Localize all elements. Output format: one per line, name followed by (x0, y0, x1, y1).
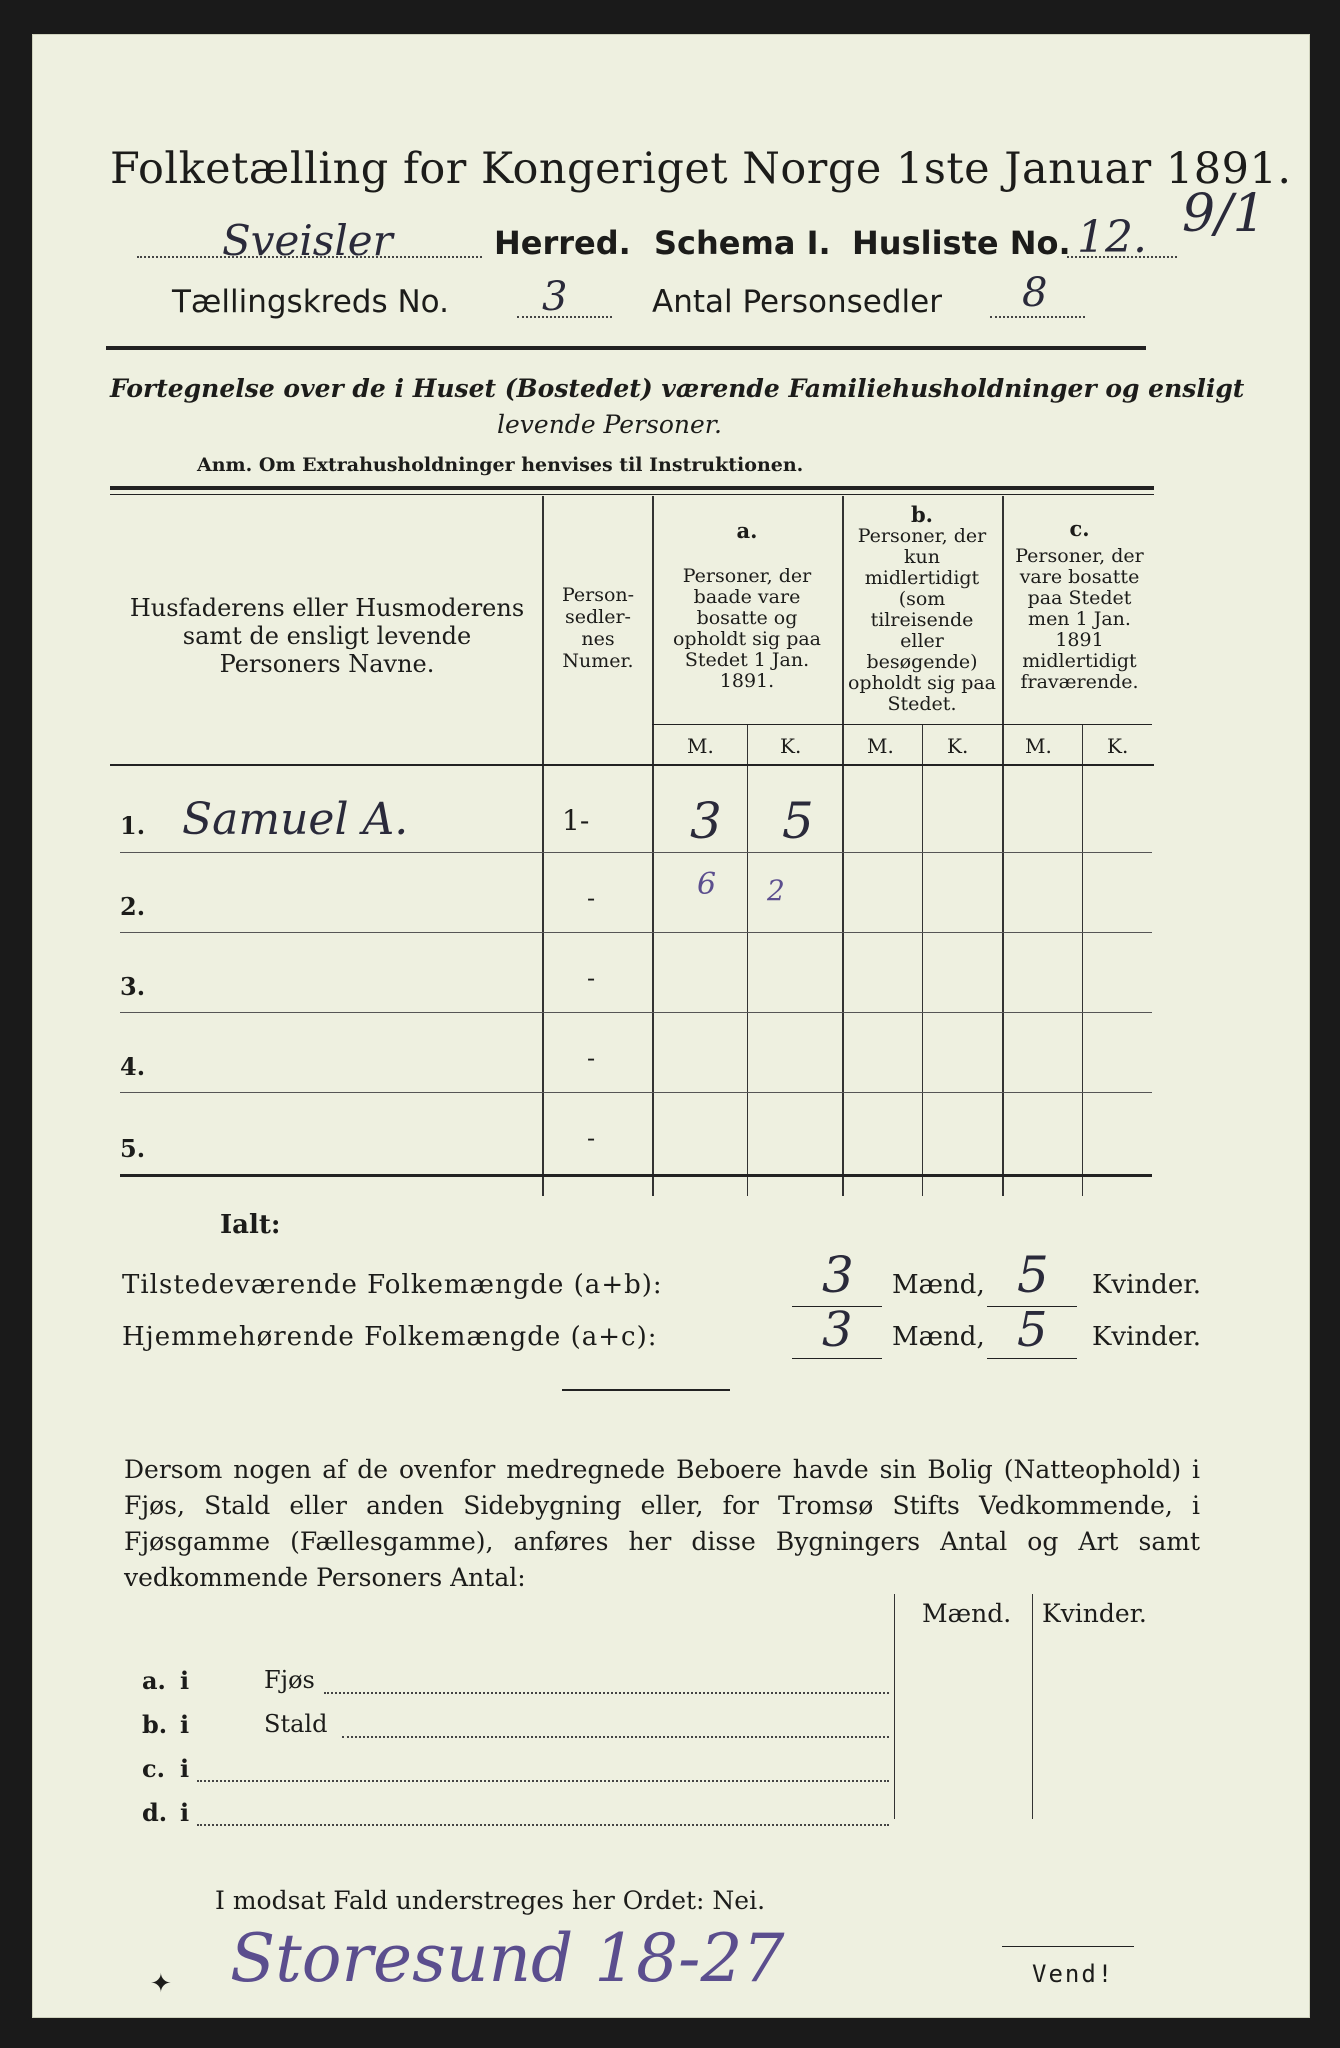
vline-4 (1002, 496, 1004, 1196)
vline-2 (652, 496, 654, 1196)
row-number: 1. (120, 811, 146, 840)
row-numer: - (587, 1044, 596, 1072)
herred-value: Sveisler (222, 216, 393, 265)
antal-value: 8 (1022, 270, 1048, 316)
bolig-c-i: i (180, 1754, 190, 1783)
col-c-text: Personer, der vare bosatte paa Stedet men 1 Jan. 1891 midlertidigt fraværende. (1015, 545, 1144, 693)
corner-note: 9/1 (1182, 184, 1266, 244)
col-c-letter: c. (1069, 516, 1090, 541)
herred-label: Herred. (494, 224, 631, 262)
title-rule (106, 346, 1146, 350)
bolig-c-letter: c. (142, 1754, 165, 1783)
table-bottom-rule (120, 1174, 1152, 1177)
bolig-kvinder-header: Kvinder. (1042, 1599, 1147, 1628)
a-m-header: M. (687, 734, 714, 758)
vline-3 (842, 496, 844, 1196)
c-k-header: K. (1107, 734, 1129, 758)
nei-line: I modsat Fald understreges her Ordet: Nei. (215, 1886, 766, 1915)
col-a-text: Personer, der baade vare bosatte og opholdt sig paa Stedet 1 Jan. 1891. (672, 565, 822, 692)
row-rule (120, 1092, 1152, 1093)
bolig-a-letter: a. (142, 1666, 166, 1695)
footer-mark: ✦ (150, 1969, 172, 1999)
row-a-m: 6 (697, 867, 717, 902)
census-form-page (32, 34, 1310, 2018)
header-bottom-rule (110, 764, 1154, 766)
col-b-text: Personer, der kun midlertidigt (som tilreisende eller besøgende) opholdt sig paa Stedet. (847, 525, 997, 715)
bolig-d-i: i (180, 1798, 190, 1827)
vline-1 (542, 496, 544, 1196)
row-numer: - (587, 884, 596, 912)
antal-label: Antal Personsedler (652, 284, 942, 320)
a-k-header: K. (780, 734, 802, 758)
table-top-rule-2 (110, 494, 1154, 495)
bolig-d-dots (197, 1824, 889, 1826)
b-m-header: M. (867, 734, 894, 758)
bolig-b-letter: b. (142, 1710, 168, 1739)
vline-ck (1082, 724, 1083, 1196)
bolig-b-label: Stald (264, 1710, 328, 1738)
bolig-a-i: i (180, 1666, 190, 1695)
taellingskreds-label: Tællingskreds No. (172, 284, 449, 320)
row-a-k: 2 (767, 874, 785, 907)
subheader-rule (652, 724, 1152, 725)
col-a-letter: a. (736, 518, 758, 543)
col-b-letter: b. (911, 502, 933, 527)
antal-dotline (990, 316, 1085, 318)
row-numer: 1- (562, 804, 590, 837)
tilstede-maend: Mænd, (892, 1270, 985, 1300)
hjemme-k-value: 5 (1017, 1302, 1048, 1358)
separator-rule (562, 1389, 730, 1391)
bolig-vline-1 (894, 1594, 895, 1819)
c-m-header: M. (1025, 734, 1052, 758)
b-k-header: K. (947, 734, 969, 758)
hjemme-maend: Mænd, (892, 1322, 985, 1352)
form-title: Folketælling for Kongeriget Norge 1ste Januar 1891. (110, 144, 1292, 194)
anm-note: Anm. Om Extrahusholdninger henvises til Instruktionen. (197, 454, 804, 476)
row-numer: - (587, 1124, 596, 1152)
vline-ak (747, 724, 748, 1196)
subtitle-line1: Fortegnelse over de i Huset (Bostedet) værende Familiehusholdninger og ensligt (110, 374, 1245, 403)
col-numer-header: Person-sedler-nes Numer. (561, 584, 635, 672)
bolig-maend-header: Mænd. (922, 1599, 1012, 1628)
bolig-d-letter: d. (142, 1798, 168, 1827)
hjemme-label: Hjemmehørende Folkemængde (a+c): (122, 1322, 658, 1352)
subtitle-line2: levende Personer. (497, 410, 722, 439)
ialt-label: Ialt: (220, 1210, 281, 1240)
vend-rule (1002, 1946, 1134, 1947)
bolig-b-i: i (180, 1710, 190, 1739)
row-rule (120, 852, 1152, 853)
hjemme-kvinder: Kvinder. (1092, 1322, 1202, 1352)
row-numer: - (587, 964, 596, 992)
tilstede-label: Tilstedeværende Folkemængde (a+b): (122, 1270, 663, 1300)
row-number: 4. (120, 1052, 146, 1081)
row-name: Samuel A. (182, 794, 409, 845)
husliste-label: Husliste No. (852, 224, 1071, 262)
table-top-rule (110, 486, 1154, 490)
hjemme-m-value: 3 (822, 1302, 853, 1358)
row-rule (120, 1012, 1152, 1013)
row-number: 2. (120, 892, 146, 921)
vline-bk (922, 724, 923, 1196)
row-number: 3. (120, 972, 146, 1001)
row-number: 5. (120, 1134, 146, 1163)
tilstede-m-value: 3 (822, 1246, 854, 1304)
bolig-vline-2 (1032, 1594, 1033, 1819)
husliste-value: 12. (1077, 212, 1147, 263)
col-names-header: Husfaderens eller Husmoderens samt de ensligt levende Personers Navne. (129, 594, 525, 678)
footer-handwritten: Storesund 18-27 (230, 1920, 785, 1997)
row-a-k: 5 (782, 792, 814, 850)
tilstede-k-value: 5 (1017, 1246, 1049, 1304)
schema-label: Schema I. (654, 224, 831, 262)
hjemme-m-underline (792, 1358, 882, 1359)
hjemme-k-underline (987, 1358, 1077, 1359)
bolig-a-label: Fjøs (264, 1666, 315, 1694)
vend-label: Vend! (1032, 1960, 1115, 1988)
taellingskreds-value: 3 (542, 274, 568, 320)
tilstede-kvinder: Kvinder. (1092, 1270, 1202, 1300)
bolig-b-dots (342, 1736, 889, 1738)
bolig-a-dots (324, 1692, 889, 1694)
row-rule (120, 932, 1152, 933)
row-a-m: 3 (690, 792, 722, 850)
bolig-paragraph: Dersom nogen af de ovenfor medregnede Beboere havde sin Bolig (Natteophold) i Fjøs, Stald eller anden Sidebygning eller, for Tromsø Stifts Vedkommende, i Fjøsgamme (Fællesgamme), anføres her disse Bygningers Antal og Art samt vedkommende Personers Antal: (124, 1455, 1200, 1592)
bolig-c-dots (197, 1780, 889, 1782)
